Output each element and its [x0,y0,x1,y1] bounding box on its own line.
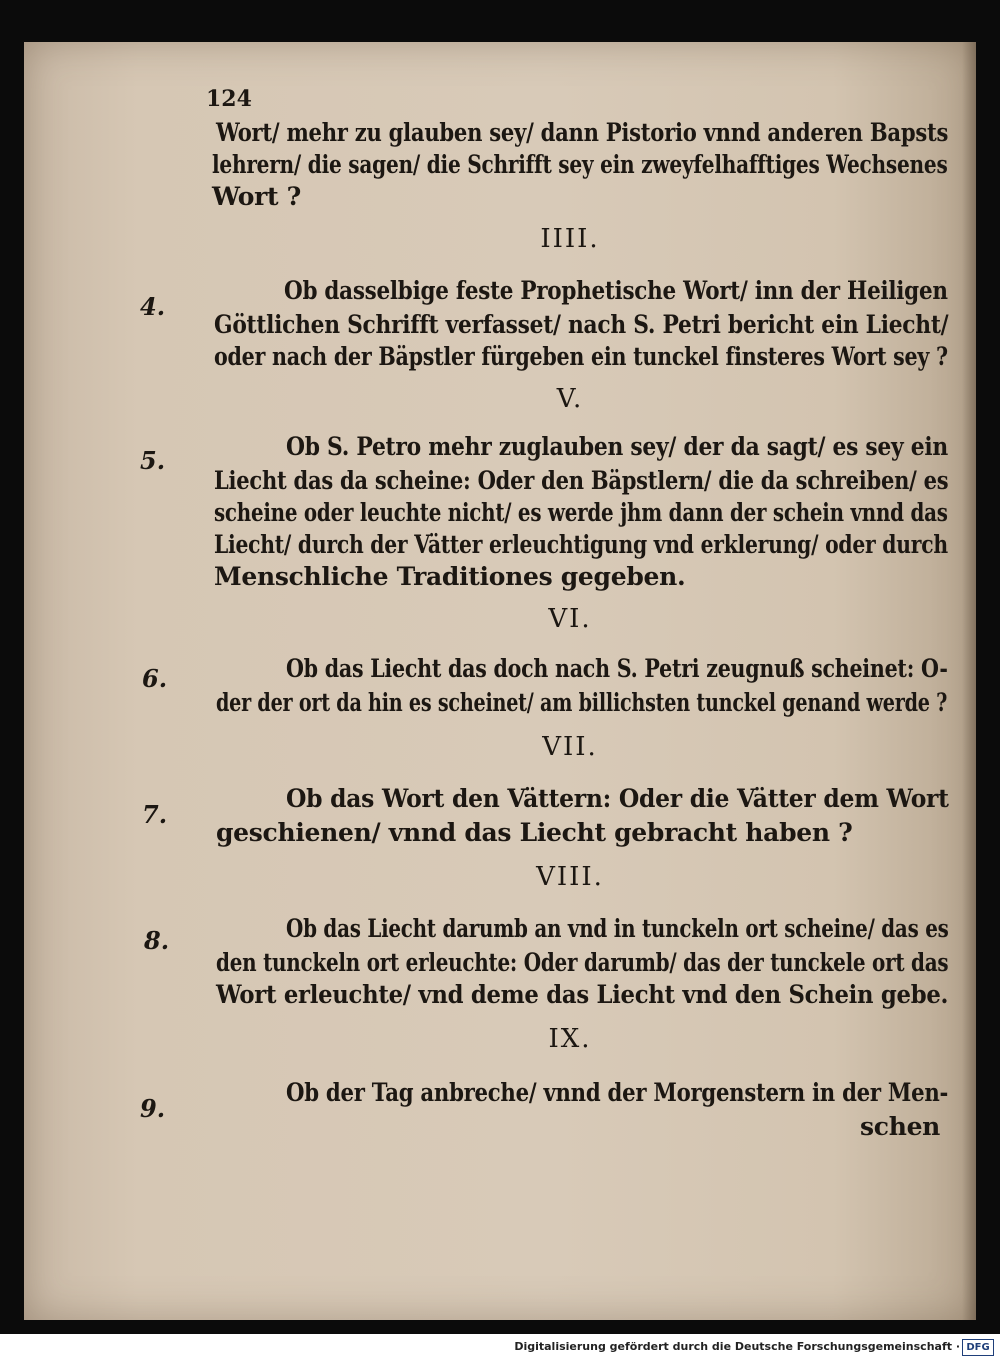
section-9-line-2: schen [860,1112,941,1141]
margin-number-4: 4. [140,292,166,321]
section-4-line-3: oder nach der Bäpstler fürgeben ein tunckel finsteres Wort sey ? [214,342,948,371]
margin-number-7: 7. [142,800,168,829]
section-6-line-1: Ob das Liecht das doch nach S. Petri zeugnuß scheinet: O- [286,654,948,683]
page-edge-shadow [962,42,976,1320]
intro-line-3: Wort ? [212,182,301,211]
section-4-line-1: Ob dasselbige feste Prophetische Wort/ inn der Heiligen [284,276,948,305]
margin-number-9: 9. [140,1094,166,1123]
section-5-line-1: Ob S. Petro mehr zuglauben sey/ der da sagt/ es sey ein [286,432,948,461]
section-5-line-4: Liecht/ durch der Vätter erleuchtigung vnd erklerung/ oder durch [214,530,948,559]
section-heading-6: VI. [548,604,592,634]
intro-line-1: Wort/ mehr zu glauben sey/ dann Pistorio vnnd anderen Bapsts [216,118,949,147]
section-heading-9: IX. [548,1024,592,1054]
section-5-line-3: scheine oder leuchte nicht/ es werde jhm dann der schein vnnd das [214,498,948,527]
margin-number-6: 6. [142,664,168,693]
section-heading-4: IIII. [540,224,600,254]
margin-number-5: 5. [140,446,166,475]
page-number: 124 [206,86,252,112]
section-8-line-2: den tunckeln ort erleuchte: Oder darumb/ das der tunckele ort das [216,948,949,977]
margin-number-8: 8. [144,926,170,955]
footer-credit: Digitalisierung gefördert durch die Deutsche Forschungsgemeinschaft · [514,1340,960,1353]
section-heading-5: V. [556,384,584,414]
section-heading-8: VIII. [536,862,604,892]
section-8-line-1: Ob das Liecht darumb an vnd in tunckeln ort scheine/ das es [286,914,949,943]
section-9-line-1: Ob der Tag anbreche/ vnnd der Morgenstern in der Men- [286,1078,949,1107]
dfg-logo-icon: DFG [962,1339,994,1356]
section-6-line-2: der der ort da hin es scheinet/ am billichsten tunckel genand werde ? [216,688,948,717]
section-8-line-3: Wort erleuchte/ vnd deme das Liecht vnd den Schein gebe. [216,980,949,1009]
section-7-line-2: geschienen/ vnnd das Liecht gebracht haben ? [216,818,853,847]
book-page [24,42,976,1320]
section-7-line-1: Ob das Wort den Vättern: Oder die Vätter dem Wort [286,784,949,813]
intro-line-2: lehrern/ die sagen/ die Schrifft sey ein zweyfelhafftiges Wechsenes [212,150,948,179]
section-4-line-2: Göttlichen Schrifft verfasset/ nach S. Petri bericht ein Liecht/ [214,310,949,339]
section-5-line-2: Liecht das da scheine: Oder den Bäpstlern/ die da schreiben/ es [214,466,949,495]
section-5-line-5: Menschliche Traditiones gegeben. [214,562,686,591]
footer-bar [0,1334,1000,1360]
section-heading-7: VII. [542,732,598,762]
